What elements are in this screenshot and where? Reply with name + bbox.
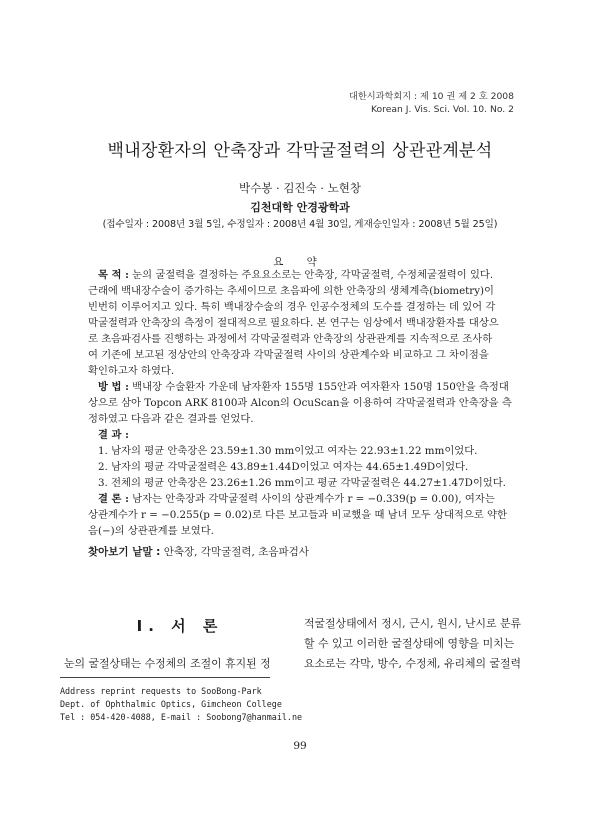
- purpose-label: 목 적 :: [98, 269, 129, 281]
- abstract-line: 여 기존에 보고된 정상안의 안축장과 각막굴절력 사이의 상관계수와 비교하고 그 차이점을: [88, 349, 489, 361]
- result-item: 3. 전체의 평균 안축장은 23.26±1.26 mm이고 평균 각막굴절력은 44.27±1.47D이었다.: [98, 477, 506, 489]
- submission-dates: (접수일자 : 2008년 3월 5일, 수정일자 : 2008년 4월 30일, 게재승인일자 : 2008년 5월 25일): [102, 219, 498, 230]
- journal-header-korean: 대한시과학회지 : 제 10 권 제 2 호 2008: [348, 91, 514, 102]
- abstract-line: 확인하고자 하였다.: [88, 365, 175, 377]
- conclusion-label: 결 론 :: [98, 493, 129, 505]
- body-text-right-column: 할 수 있고 이러한 굴절상태에 영향을 미치는: [304, 637, 515, 650]
- abstract-line: 막굴절력과 안축장의 측정이 절대적으로 필요하다. 본 연구는 임상에서 백내장환자를 대상으: [88, 317, 499, 329]
- keywords-text: 안축장, 각막굴절력, 초음파검사: [160, 546, 309, 558]
- abstract-conclusion: [98, 492, 516, 508]
- abstract-line: 정하였고 다음과 같은 결과를 얻었다.: [88, 413, 254, 425]
- keywords-label: 찾아보기 낱말 :: [88, 546, 161, 558]
- body-text-right-column: 적굴절상태에서 정시, 근시, 원시, 난시로 분류: [304, 617, 522, 630]
- abstract-heading: 요 약: [273, 256, 327, 268]
- abstract-line: 남자는 안축장과 각막굴절력 사이의 상관계수가 r = −0.339(p = 0.00), 여자는: [128, 493, 495, 505]
- journal-header-english: Korean J. Vis. Sci. Vol. 10. No. 2: [370, 104, 514, 115]
- footnote-line: Tel : 054-420-4088, E-mail : Soobong7@hanmail.ne: [60, 712, 303, 722]
- abstract-line: 상으로 삼아 Topcon ARK 8100과 Alcon의 OcuScan을 이용하여 각막굴절력과 안축장을 측: [88, 397, 512, 409]
- abstract-method: [98, 380, 516, 396]
- method-label: 방 법 :: [98, 381, 129, 393]
- abstract-line: 상관계수가 r = −0.255(p = 0.02)로 다른 보고들과 비교했을 때 남녀 모두 상대적으로 약한: [88, 509, 507, 521]
- body-text-left-column: 눈의 굴절상태는 수정체의 조절이 휴지된 정: [64, 657, 271, 670]
- affiliation: 김천대학 안경광학과: [250, 201, 350, 214]
- result-item: 1. 남자의 평균 안축장은 23.59±1.30 mm이었고 여자는 22.93±1.22 mm이었다.: [98, 445, 478, 457]
- keywords: [88, 544, 309, 559]
- footnote-line: Dept. of Ophthalmic Optics, Gimcheon College: [60, 699, 282, 709]
- abstract-line: 눈의 굴절력을 결정하는 주요요소로는 안축장, 각막굴절력, 수정체굴절력이 있다.: [128, 269, 494, 281]
- section-heading-introduction: Ⅰ. 서 론: [136, 617, 224, 635]
- abstract-line: 빈번히 이루어지고 있다. 특히 백내장수술의 경우 인공수정체의 도수를 결정하는 데 있어 각: [88, 301, 496, 313]
- abstract-line: 백내장 수술환자 가운데 남자환자 155명 155안과 여자환자 150명 150안을 측정대: [128, 381, 509, 393]
- author-list: 박수봉 · 김진숙 · 노현창: [239, 181, 361, 195]
- footnote-line: Address reprint requests to SooBong-Park: [60, 686, 262, 696]
- abstract-line: 근래에 백내장수술이 증가하는 추세이므로 초음파에 의한 안축장의 생체계측(biometry)이: [88, 285, 495, 297]
- body-text-right-column: 요소로는 각막, 방수, 수정체, 유리체의 굴절력: [304, 657, 522, 670]
- result-item: 2. 남자의 평균 각막굴절력은 43.89±1.44D이었고 여자는 44.65±1.49D이었다.: [98, 461, 469, 473]
- abstract-line: 로 초음파검사를 진행하는 과정에서 각막굴절력과 안축장의 상관관계를 지속적으로 조사하: [88, 333, 493, 345]
- results-label: 결 과 :: [98, 429, 129, 441]
- footnote-divider: [60, 677, 270, 678]
- abstract-line: 음(−)의 상관관계를 보였다.: [88, 525, 214, 537]
- abstract-purpose: [98, 268, 516, 284]
- page-number: 99: [293, 740, 307, 752]
- paper-title: 백내장환자의 안축장과 각막굴절력의 상관관계분석: [107, 141, 493, 161]
